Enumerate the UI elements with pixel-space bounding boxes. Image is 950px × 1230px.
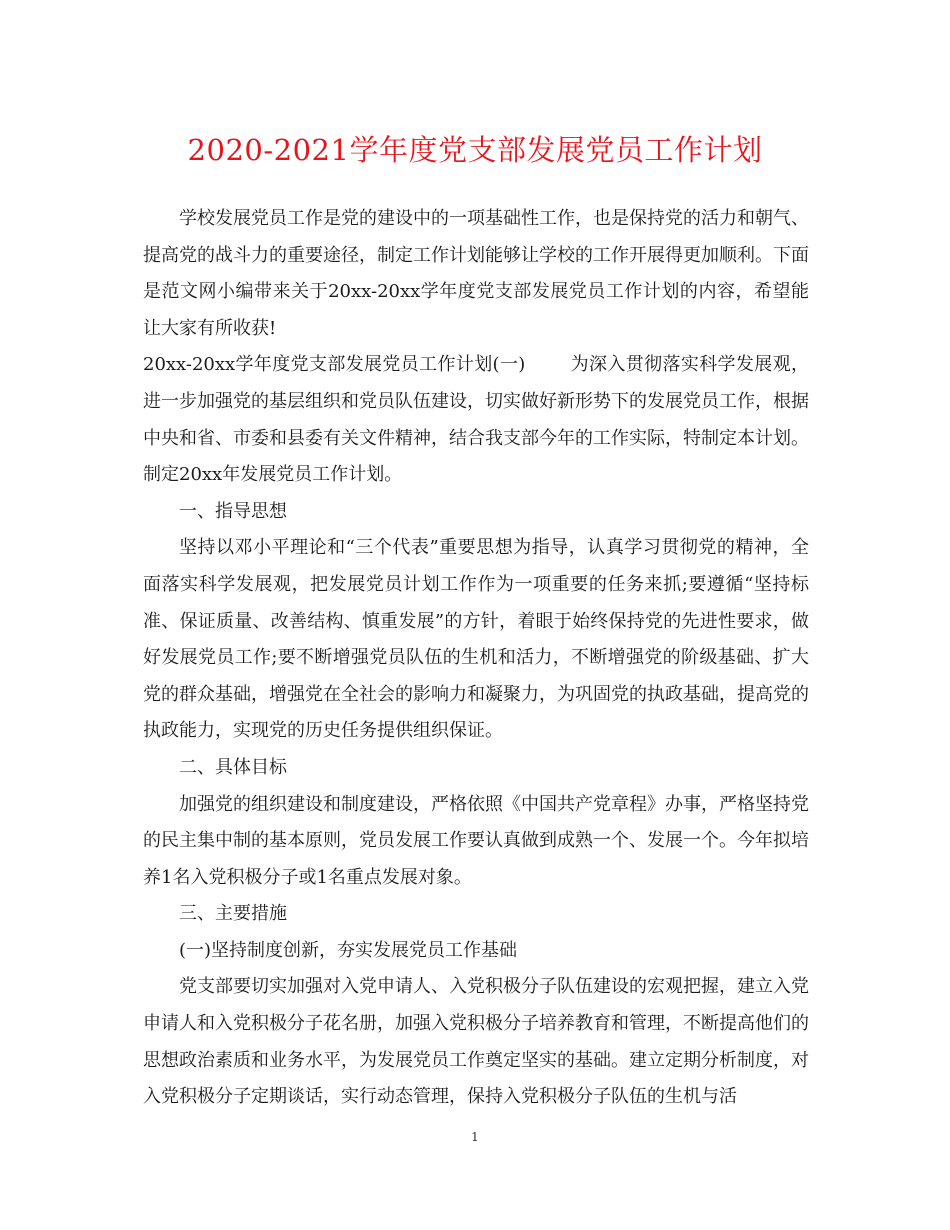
section-heading-guiding-thought: 一、指导思想 [179, 500, 287, 522]
intro-paragraph: 学校发展党员工作是党的建设中的一项基础性工作，也是保持党的活力和朝气、提高党的战斗力的重要途径，制定工作计划能够让学校的工作开展得更加顺利。下面是范文网小编带来关于20xx-20xx学年度党支部发展党员工作计划的内容，希望能让大家有所收获! [143, 208, 809, 339]
plan-intro: 为深入贯彻落实科学发展观，进一步加强党的基层组织和党员队伍建设，切实做好新形势下的发展党员工作，根据中央和省、市委和县委有关文件精神，结合我支部今年的工作实际，特制定本计划。制定20xx年发展党员工作计划。 [143, 354, 809, 486]
document-title: 2020-2021学年度党支部发展党员工作计划 [187, 133, 763, 167]
document-body [143, 201, 809, 1116]
page-number: 1 [471, 1130, 479, 1144]
subsection-heading-system-innovation: (一)坚持制度创新，夯实发展党员工作基础 [179, 939, 518, 961]
plan-paragraph [143, 347, 809, 493]
section-heading-specific-goals: 二、具体目标 [179, 756, 287, 778]
plan-heading: 20xx-20xx学年度党支部发展党员工作计划(一) [143, 354, 526, 376]
section-body-guiding-thought: 坚持以邓小平理论和“三个代表”重要思想为指导，认真学习贯彻党的精神，全面落实科学发展观，把发展党员计划工作作为一项重要的任务来抓;要遵循“坚持标准、保证质量、改善结构、慎重发展”的方针，着眼于始终保持党的先进性要求，做好发展党员工作;要不断增强党员队伍的生机和活力，不断增强党的阶级基础、扩大党的群众基础，增强党在全社会的影响力和凝聚力，为巩固党的执政基础，提高党的执政能力，实现党的历史任务提供组织保证。 [143, 537, 809, 742]
section-body-specific-goals: 加强党的组织建设和制度建设，严格依照《中国共产党章程》办事，严格坚持党的民主集中制的基本原则，党员发展工作要认真做到成熟一个、发展一个。今年拟培养1名入党积极分子或1名重点发展对象。 [143, 793, 809, 888]
subsection-body-system-innovation: 党支部要切实加强对入党申请人、入党积极分子队伍建设的宏观把握，建立入党申请人和入党积极分子花名册，加强入党积极分子培养教育和管理，不断提高他们的思想政治素质和业务水平，为发展党员工作奠定坚实的基础。建立定期分析制度，对入党积极分子定期谈话，实行动态管理，保持入党积极分子队伍的生机与活 [143, 976, 809, 1108]
section-heading-main-measures: 三、主要措施 [179, 903, 287, 925]
